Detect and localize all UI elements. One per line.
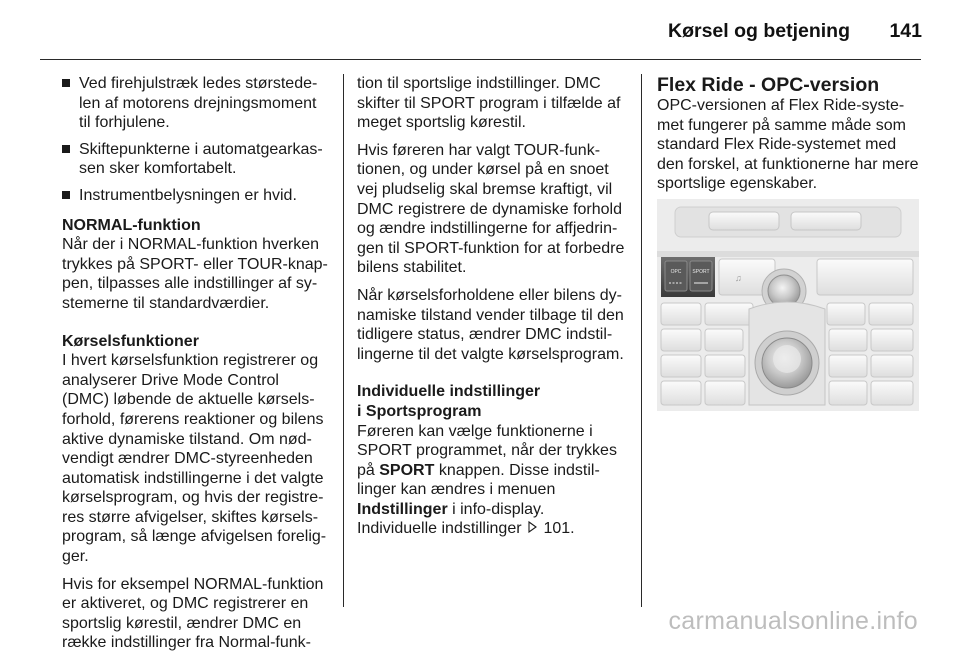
header-divider [40,59,921,60]
opc-button [665,261,687,291]
svg-text:♫: ♫ [735,273,742,283]
text-fragment: knappen. Disse indstil-linger kan ændres i menuen [357,461,600,499]
column-3 [657,74,925,202]
section-heading-individual-sub: i Sportsprogram [357,402,482,420]
paragraph-continuation: tion til sportslige indstillinger. DMC skifter til SPORT program i tilfælde af meget sportslig kørestil. [357,75,621,132]
paragraph-return: Når kørselsforholdene eller bilens dy-namiske tilstand vender tilbage til den tidligere status, ændrer DMC indstil-lingerne til det valgte kørselsprogram. [357,286,624,363]
text-fragment: i info-display. Individuelle indstillinger [357,500,545,538]
panel-drawing [657,199,919,411]
page-header [640,14,922,48]
paragraph-tour: Hvis føreren har valgt TOUR-funk-tionen, og under kørsel på en snoet vej pludselig skal bremse kraftigt, vil DMC registrere de dynamiske forhold og ændre indstillingerne for affjedrin-gen til SPORT-funktion for at forbedre bilens stabilitet. [357,141,625,277]
bullet-item: Instrumentbelysningen er hvid. [62,186,328,206]
opc-label: OPC [670,269,682,275]
bullet-item: Ved firehjulstræk ledes størstede-len af motorens drejningsmoment til forhjulene. [62,74,328,133]
column-divider-2 [641,74,642,607]
settings-keyword: Indstillinger [357,500,448,518]
bullet-item: Skiftepunkterne i automatgearkas-sen sker komfortabelt. [62,140,328,179]
paragraph-driving-1: I hvert kørselsfunktion registrerer og analyserer Drive Mode Control (DMC) løbende de aktuelle kørsels-forhold, førerens reaktioner og bilens aktive dynamiske tilstand. Om nød-vendigt ændrer DMC-styreenheden automatisk indstillingerne i det valgte kørselsprogram, og hvis der registre-res større afvigelser, skiftes kørsels-program, så længe afvigelsen forelig-ger. [62,352,327,566]
section-heading-normal: NORMAL-funktion [62,216,201,234]
section-heading-driving-modes: Kørselsfunktioner [62,332,199,350]
page-title: Kørsel og betjening [667,20,850,42]
page-reference: 101. [543,520,575,538]
section-heading-individual: Individuelle indstillinger [357,383,541,401]
paragraph-individual [357,422,627,540]
sport-keyword: SPORT [379,461,435,479]
column-divider-1 [343,74,344,607]
watermark: carmanualsonline.info [668,607,918,635]
page-number: 141 [889,20,922,42]
feature-bullet-list [62,74,328,206]
sport-button [690,261,712,291]
section-heading-flexride-opc: Flex Ride - OPC-version [657,74,880,96]
sport-label: SPORT [692,269,710,275]
text-fragment: Føreren kan vælge funktionerne i SPORT programmet, når der trykkes på [357,422,617,479]
paragraph-driving-2: Hvis for eksempel NORMAL-funktion er aktiveret, og DMC registrerer en sportslig kørestil, ændrer DMC en række indstillinger fra Normal-funk- [62,575,324,652]
column-1 [62,74,328,661]
control-panel-illustration [657,199,919,411]
column-2 [357,74,627,547]
arrow-ref-icon [528,519,537,539]
paragraph-flexride-opc: OPC-versionen af Flex Ride-syste-met fungerer på samme måde som standard Flex Ride-systemet med den forskel, at funktionerne har mere sportslige egenskaber. [657,97,919,193]
paragraph-normal: Når der i NORMAL-funktion hverken trykkes på SPORT- eller TOUR-knap-pen, tilpasses alle indstillinger af sy-stemerne til standardværdier. [62,236,328,312]
